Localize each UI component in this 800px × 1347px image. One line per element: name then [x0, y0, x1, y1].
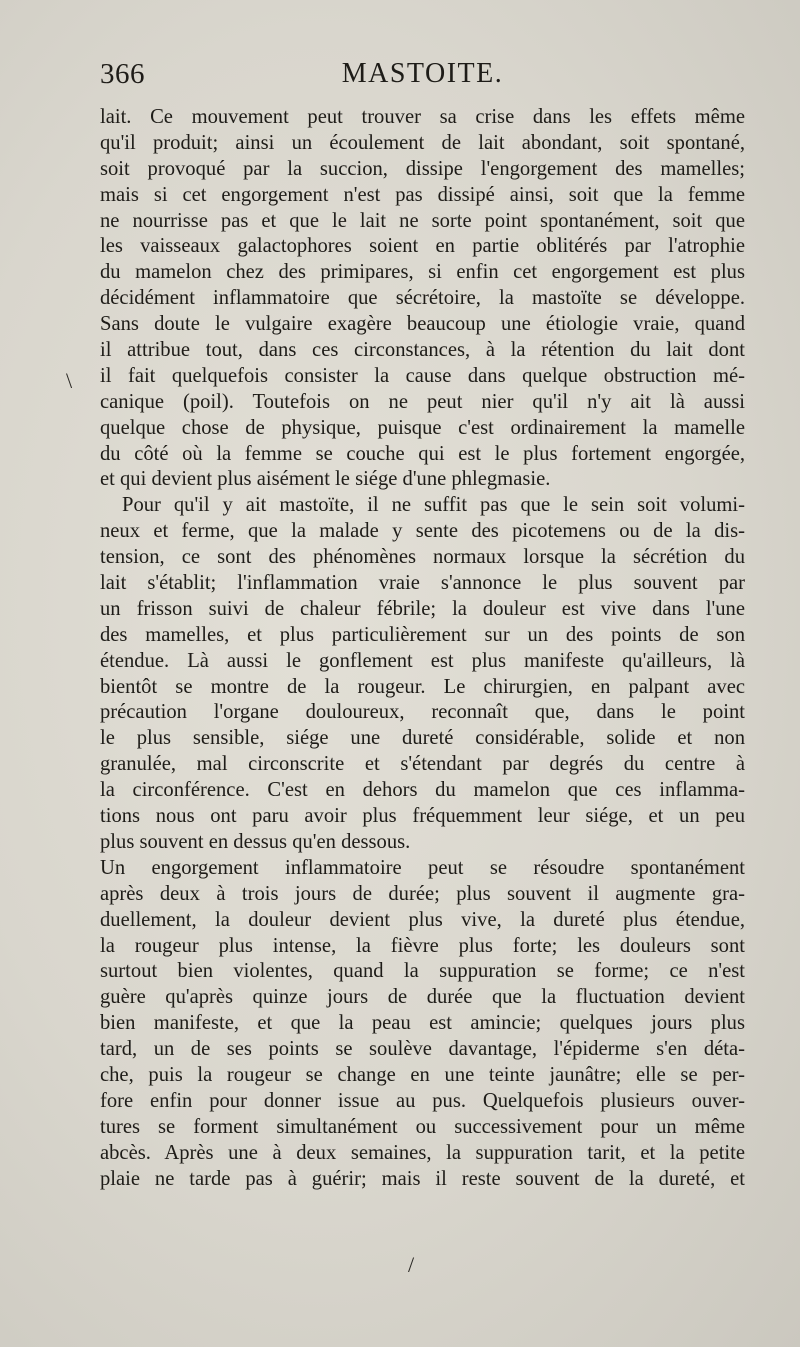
text-line: tension, ce sont des phénomènes normaux lorsque la sécrétion du — [100, 546, 745, 569]
text-line: du mamelon chez des primipares, si enfin cet engorgement est plus — [100, 261, 745, 284]
text-line: il attribue tout, dans ces circonstances, à la rétention du lait dont — [100, 339, 745, 362]
text-line: surtout bien violentes, quand la suppuration se forme; ce n'est — [100, 960, 745, 983]
running-title: MASTOITE. — [341, 58, 504, 89]
text-line: étendue. Là aussi le gonflement est plus manifeste qu'ailleurs, là — [100, 649, 745, 672]
text-line: Pour qu'il y ait mastoïte, il ne suffit pas que le sein soit volumi- — [122, 494, 745, 517]
text-line: tions nous ont paru avoir plus fréquemment leur siége, et un peu — [100, 805, 745, 828]
text-line: les vaisseaux galactophores soient en partie oblitérés par l'atrophie — [100, 235, 745, 258]
text-line: lait. Ce mouvement peut trouver sa crise dans les effets même — [100, 106, 745, 128]
text-line: canique (poil). Toutefois on ne peut nier qu'il n'y ait là aussi — [100, 390, 745, 413]
text-line: la circonférence. C'est en dehors du mamelon que ces inflamma- — [100, 779, 745, 802]
stray-mark: / — [408, 1252, 415, 1277]
text-line: tard, un de ses points se soulève davantage, l'épiderme s'en déta- — [100, 1038, 745, 1061]
text-line: et qui devient plus aisément le siége d'une phlegmasie. — [100, 468, 551, 491]
text-line: la rougeur plus intense, la fièvre plus forte; les douleurs sont — [100, 934, 745, 957]
text-line: fore enfin pour donner issue au pus. Quelquefois plusieurs ouver- — [100, 1089, 745, 1112]
text-line: plus souvent en dessus qu'en dessous. — [100, 830, 411, 853]
text-line: tures se forment simultanément ou successivement pour un même — [100, 1115, 745, 1138]
text-line: duellement, la douleur devient plus vive, la dureté plus étendue, — [100, 908, 745, 931]
text-line: le plus sensible, siége une dureté considérable, solide et non — [100, 727, 745, 750]
text-line: soit provoqué par la succion, dissipe l'engorgement des mamelles; — [100, 157, 745, 180]
text-line: Sans doute le vulgaire exagère beaucoup une étiologie vraie, quand — [100, 313, 745, 336]
text-line: lait s'établit; l'inflammation vraie s'annonce le plus souvent par — [100, 572, 745, 595]
text-line: mais si cet engorgement n'est pas dissipé ainsi, soit que la femme — [100, 183, 745, 206]
text-line: abcès. Après une à deux semaines, la suppuration tarit, et la petite — [100, 1141, 745, 1164]
text-line: bientôt se montre de la rougeur. Le chirurgien, en palpant avec — [100, 675, 745, 698]
body-text — [100, 105, 745, 1192]
text-line: bien manifeste, et que la peau est amincie; quelques jours plus — [100, 1012, 745, 1035]
text-line: granulée, mal circonscrite et s'étendant par degrés du centre à — [100, 753, 745, 776]
text-line: précaution l'organe douloureux, reconnaît que, dans le point — [100, 701, 745, 724]
paragraph-2 — [100, 493, 745, 855]
margin-mark: \ — [66, 368, 73, 393]
text-line: décidément inflammatoire que sécrétoire, la mastoïte se développe. — [100, 287, 745, 310]
text-line: Un engorgement inflammatoire peut se résoudre spontanément — [100, 856, 745, 879]
text-line: il fait quelquefois consister la cause dans quelque obstruction mé- — [100, 364, 745, 387]
text-line: un frisson suivi de chaleur fébrile; la douleur est vive dans l'une — [100, 597, 745, 620]
page-header — [100, 58, 745, 98]
paragraph-3 — [100, 856, 745, 1193]
text-line: guère qu'après quinze jours de durée que la fluctuation devient — [100, 986, 745, 1009]
page-number: 366 — [100, 58, 145, 90]
text-line: che, puis la rougeur se change en une teinte jaunâtre; elle se per- — [100, 1063, 745, 1086]
text-line: du côté où la femme se couche qui est le plus fortement engorgée, — [100, 442, 745, 465]
text-line: plaie ne tarde pas à guérir; mais il reste souvent de la dureté, et — [100, 1167, 745, 1190]
paragraph-1 — [100, 105, 745, 493]
text-line: des mamelles, et plus particulièrement sur un des points de son — [100, 623, 745, 646]
text-line: quelque chose de physique, puisque c'est ordinairement la mamelle — [100, 416, 745, 439]
text-line: ne nourrisse pas et que le lait ne sorte point spontanément, soit que — [100, 209, 745, 232]
text-line: neux et ferme, que la malade y sente des picotemens ou de la dis- — [100, 520, 745, 543]
text-line: après deux à trois jours de durée; plus souvent il augmente gra- — [100, 882, 745, 905]
text-line: qu'il produit; ainsi un écoulement de lait abondant, soit spontané, — [100, 131, 745, 154]
